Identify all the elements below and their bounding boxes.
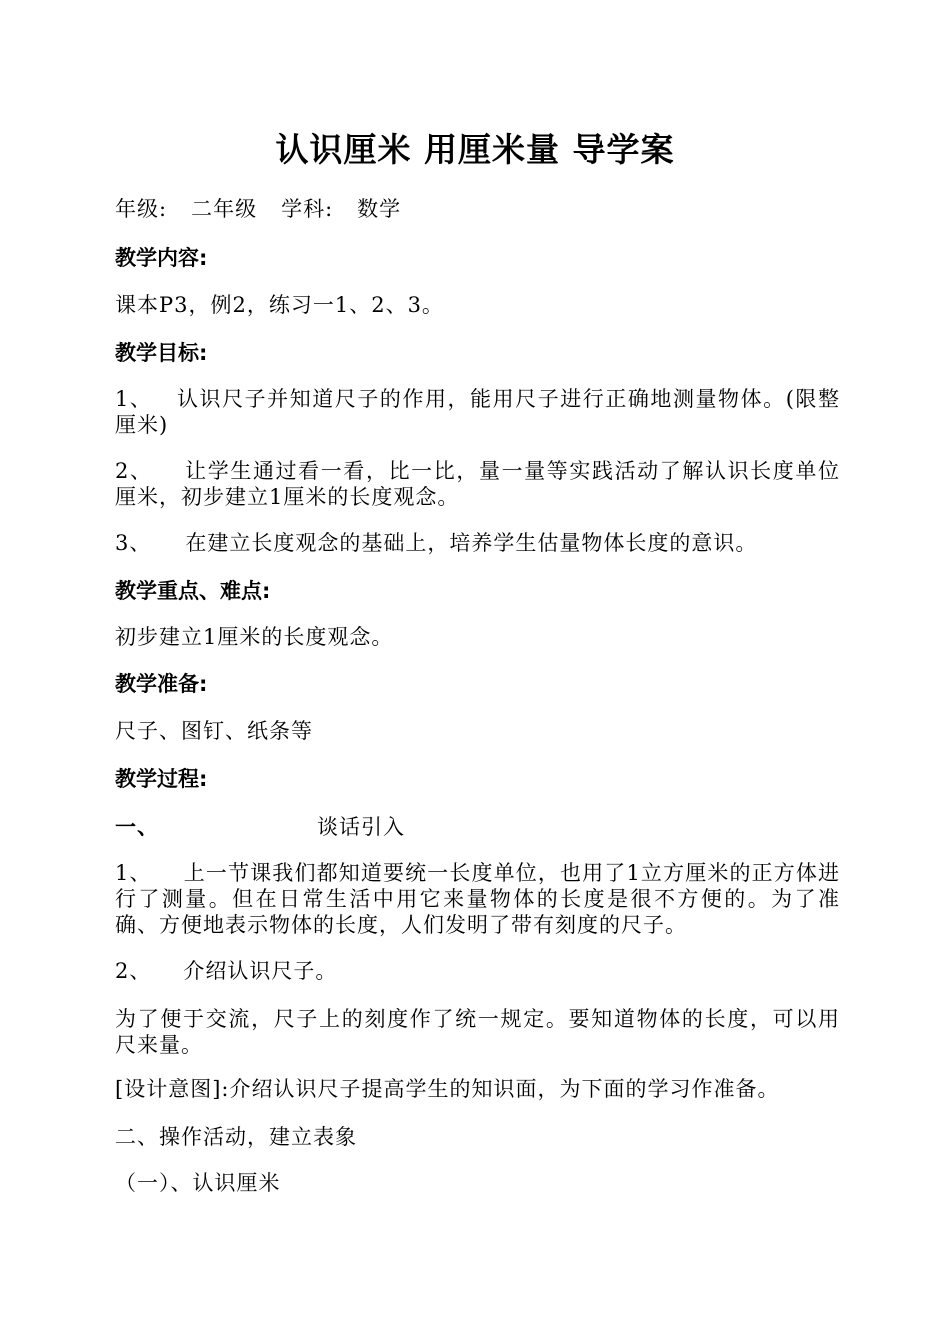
document-title: 认识厘米 用厘米量 导学案 [275,130,675,169]
paragraph-1-text: 上一节课我们都知道要统一长度单位，也用了1立方厘米的正方体进行了测量。但在日常生活中用它来量物体的长度是很不方便的。为了准确、方便地表示物体的长度，人们发明了带有刻度的尺子。 [115,861,840,937]
paragraph-2 [115,958,840,984]
part-1-number: 一、 [115,815,159,839]
subject-label: 学科: [281,197,334,221]
goal-3-number: 3、 [115,531,152,555]
paragraph-2-text: 介绍认识尺子。 [183,959,338,983]
paragraph-1 [115,860,840,938]
goal-2-text: 让学生通过看一看，比一比，量一量等实践活动了解认识长度单位厘米，初步建立1厘米的长度观念。 [115,459,840,509]
goal-2 [115,458,840,510]
goals-heading: 教学目标: [115,341,208,365]
grade-value: 二年级 [191,197,258,221]
paragraph-1-number: 1、 [115,861,152,885]
goal-2-number: 2、 [115,459,153,483]
part-2-heading: 二、操作活动，建立表象 [115,1125,357,1149]
part-1-heading [115,814,840,840]
goal-3-text: 在建立长度观念的基础上，培养学生估量物体长度的意识。 [185,531,758,555]
key-points-text: 初步建立1厘米的长度观念。 [115,625,394,649]
key-points-heading: 教学重点、难点: [115,579,271,603]
paragraph-3: 为了便于交流，尺子上的刻度作了统一规定。要知道物体的长度，可以用尺来量。 [115,1007,840,1057]
preparation-text: 尺子、图钉、纸条等 [115,719,313,743]
process-heading: 教学过程: [115,767,208,791]
goal-1-text: 认识尺子并知道尺子的作用，能用尺子进行正确地测量物体。(限整厘米) [115,387,840,437]
content-heading: 教学内容: [115,246,208,270]
grade-label: 年级: [115,197,168,221]
sub-section-1-heading: （一）、认识厘米 [115,1171,281,1195]
meta-line [115,196,840,222]
subject-value: 数学 [357,197,402,221]
goal-1 [115,386,840,438]
part-1-title: 谈话引入 [317,815,405,839]
goal-1-number: 1、 [115,387,153,411]
design-intent: [设计意图]:介绍认识尺子提高学生的知识面，为下面的学习作准备。 [115,1077,780,1101]
content-text: 课本P3，例2，练习一1、2、3。 [115,293,444,317]
preparation-heading: 教学准备: [115,672,208,696]
goal-3 [115,530,840,556]
paragraph-2-number: 2、 [115,959,152,983]
